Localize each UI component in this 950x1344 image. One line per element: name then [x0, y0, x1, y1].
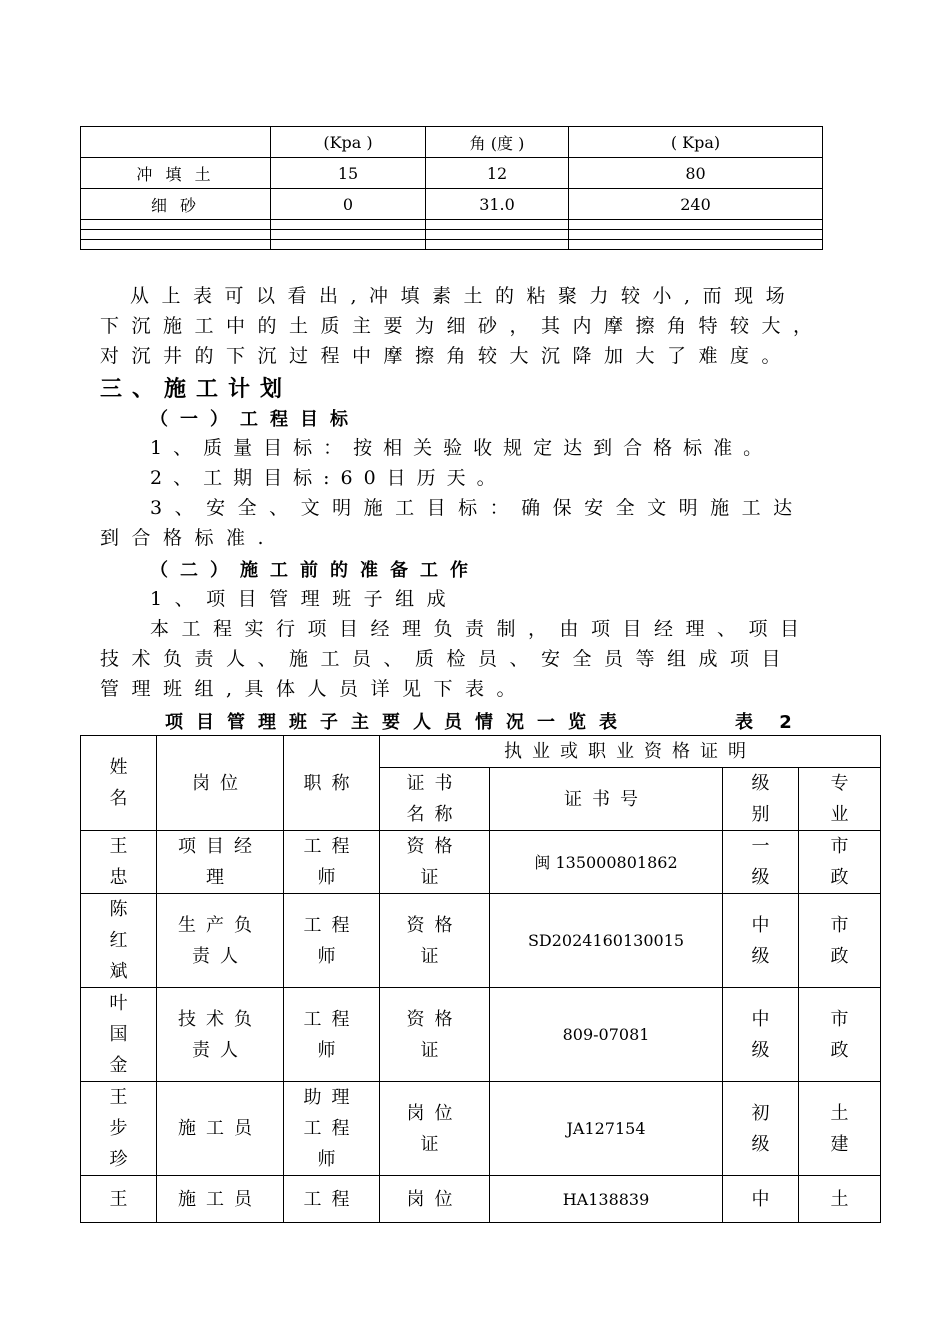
- header-cert-no: 证书号: [490, 768, 723, 831]
- header-cell: (Kpa ): [271, 127, 426, 158]
- cell-level: 中级: [723, 988, 799, 1082]
- staff-table: [80, 735, 881, 1223]
- cell-post: 项目经理: [157, 831, 284, 894]
- cell-cert-name: 资格证: [380, 894, 490, 988]
- header-cert-name: 证书名称: [380, 768, 490, 831]
- header-cert-group: 执业或职业资格证明: [380, 736, 881, 768]
- cell-post: 生产负责人: [157, 894, 284, 988]
- cell-post: 技术负责人: [157, 988, 284, 1082]
- header-title: 职称: [284, 736, 380, 831]
- cell-name: 王步珍: [81, 1082, 157, 1176]
- cell-title: 工程师: [284, 894, 380, 988]
- subsection-heading: （一）工程目标: [150, 409, 360, 430]
- paragraph-line: 对沉井的下沉过程中摩擦角较大沉降加大了难度。: [100, 345, 794, 367]
- cell-major: 市政: [799, 831, 881, 894]
- table-number: 表 2: [735, 712, 802, 733]
- paragraph-line: 下沉施工中的土质主要为细砂，其内摩擦角特较大，: [100, 315, 825, 337]
- table-row: [81, 831, 881, 894]
- table-cell: 80: [569, 158, 823, 189]
- goal-schedule: 2、工期目标:60日历天。: [150, 467, 507, 489]
- cell-level: 中: [723, 1176, 799, 1223]
- table-cell: 15: [271, 158, 426, 189]
- header-level: 级别: [723, 768, 799, 831]
- cell-title: 工程: [284, 1176, 380, 1223]
- cell-cert-no: SD2024160130015: [490, 894, 723, 988]
- header-cell: [81, 127, 271, 158]
- cell-major: 市政: [799, 988, 881, 1082]
- cell-name: 王忠: [81, 831, 157, 894]
- cell-cert-name: 岗位证: [380, 1082, 490, 1176]
- cell-title: 工程师: [284, 831, 380, 894]
- table-row: [81, 1176, 881, 1223]
- cell-level: 一级: [723, 831, 799, 894]
- table-row: [81, 988, 881, 1082]
- header-cell: 角 (度 ): [426, 127, 569, 158]
- header-post: 岗位: [157, 736, 284, 831]
- table-row: [81, 894, 881, 988]
- table-cell: 240: [569, 189, 823, 220]
- goal-quality: 1、质量目标：按相关验收规定达到合格标准。: [150, 437, 774, 459]
- table-row: [81, 1082, 881, 1176]
- header-name: 姓名: [81, 736, 157, 831]
- table-title: 项目管理班子主要人员情况一览表: [165, 712, 630, 733]
- item-heading: 1、项目管理班子组成: [150, 588, 459, 610]
- table-row-empty: [81, 240, 823, 250]
- cell-cert-no: HA138839: [490, 1176, 723, 1223]
- table-cell: 12: [426, 158, 569, 189]
- cell-name: 王: [81, 1176, 157, 1223]
- table-header-row: [81, 736, 881, 768]
- cell-post: 施工员: [157, 1082, 284, 1176]
- cell-cert-no: 809-07081: [490, 988, 723, 1082]
- cell-cert-name: 资格证: [380, 988, 490, 1082]
- cell-cert-no: 闽 135000801862: [490, 831, 723, 894]
- paragraph-line: 从上表可以看出,冲填素土的粘聚力较小,而现场: [130, 285, 798, 307]
- table-cell: 0: [271, 189, 426, 220]
- header-cell: ( Kpa): [569, 127, 823, 158]
- subsection-heading: （二）施工前的准备工作: [150, 560, 480, 581]
- section-heading: 三、施工计划: [100, 377, 293, 402]
- table-row: [81, 189, 823, 220]
- paragraph-line: 本工程实行项目经理负责制，由项目经理、项目: [150, 618, 812, 640]
- cell-title: 助理工程师: [284, 1082, 380, 1176]
- header-major: 专业: [799, 768, 881, 831]
- cell-post: 施工员: [157, 1176, 284, 1223]
- cell-cert-name: 岗位: [380, 1176, 490, 1223]
- table-header-row: [81, 127, 823, 158]
- cell-name: 陈红斌: [81, 894, 157, 988]
- table-cell: 细 砂: [81, 189, 271, 220]
- cell-major: 市政: [799, 894, 881, 988]
- table-row-empty: [81, 230, 823, 240]
- cell-cert-no: JA127154: [490, 1082, 723, 1176]
- cell-major: 土建: [799, 1082, 881, 1176]
- goal-safety: 3、安全、文明施工目标：确保安全文明施工达: [150, 497, 805, 519]
- cell-title: 工程师: [284, 988, 380, 1082]
- cell-level: 中级: [723, 894, 799, 988]
- cell-major: 土: [799, 1176, 881, 1223]
- table-row-empty: [81, 220, 823, 230]
- table-row: [81, 158, 823, 189]
- table-cell: 冲 填 土: [81, 158, 271, 189]
- cell-name: 叶国金: [81, 988, 157, 1082]
- paragraph-line: 管理班组,具体人员详见下表。: [100, 678, 529, 700]
- soil-parameter-table: [80, 126, 823, 250]
- goal-safety-cont: 到合格标准.: [100, 527, 277, 549]
- table-cell: 31.0: [426, 189, 569, 220]
- cell-cert-name: 资格证: [380, 831, 490, 894]
- paragraph-line: 技术负责人、施工员、质检员、安全员等组成项目: [100, 648, 794, 670]
- cell-level: 初级: [723, 1082, 799, 1176]
